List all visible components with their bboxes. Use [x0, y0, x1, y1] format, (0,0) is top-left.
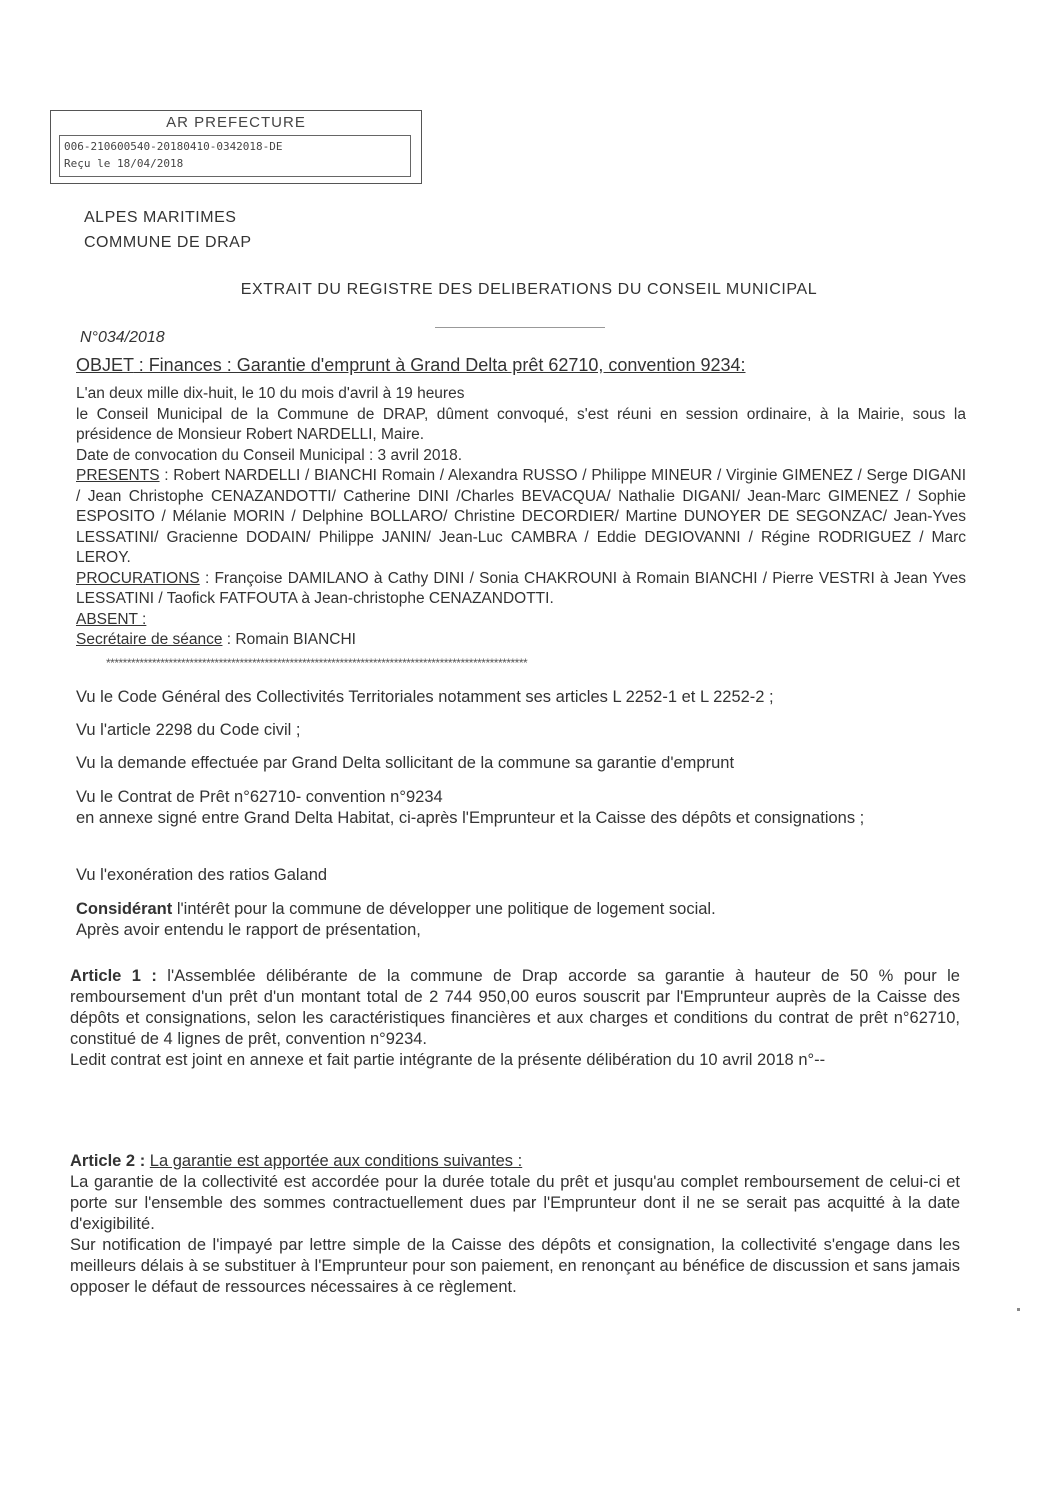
- secretaire-text: : Romain BIANCHI: [222, 631, 356, 648]
- prefecture-stamp: [50, 110, 422, 184]
- visa-1: Vu le Code Général des Collectivités Territoriales notamment ses articles L 2252-1 et L 2252-2 ;: [76, 688, 774, 706]
- presents-list: [76, 466, 966, 569]
- title-divider: [435, 327, 605, 328]
- article-1: [70, 966, 960, 1071]
- presents-label: PRESENTS: [76, 467, 160, 484]
- article-1-label: Article 1 :: [70, 967, 157, 985]
- department-name: ALPES MARITIMES: [84, 209, 237, 226]
- article-2: [70, 1151, 960, 1298]
- star-separator: *****************************************************************************************************: [106, 656, 528, 670]
- stamp-line-1: 006-210600540-20180410-0342018-DE: [64, 140, 283, 153]
- date-line: L'an deux mille dix-huit, le 10 du mois d'avril à 19 heures: [76, 385, 465, 402]
- procurations-label: PROCURATIONS: [76, 569, 200, 587]
- stamp-details: [59, 135, 411, 177]
- article-2-para-1: La garantie de la collectivité est accordée pour la durée totale du prêt et jusqu'au complet remboursement de celui-ci et porte sur l'ensemble des sommes contractuellement dues par l'Emprunteur dont il ne se serait pas acquitté à la date d'exigibilité.: [70, 1173, 960, 1233]
- procurations-text: : Françoise DAMILANO à Cathy DINI / Sonia CHAKROUNI à Romain BIANCHI / Pierre VESTRI à Jean Yves LESSATINI / Taofick FATFOUTA à Jean-christophe CENAZANDOTTI.: [76, 569, 966, 607]
- objet-text: : Finances : Garantie d'emprunt à Grand Delta prêt 62710, convention 9234:: [133, 355, 746, 375]
- stamp-line-2: Reçu le 18/04/2018: [64, 157, 184, 170]
- session-intro: [76, 384, 966, 651]
- considerant-label: Considérant: [76, 900, 173, 918]
- article-1-text: l'Assemblée délibérante de la commune de Drap accorde sa garantie à hauteur de 50 % pour le remboursement d'un prêt d'un montant total de 2 744 950,00 euros souscrit par l'Emprunteur auprès de la Caisse des dépôts et consignations, selon les caractéristiques financières et aux charges et conditions du contrat de prêt n°62710, constitué de 4 lignes de prêt, convention n°9234.: [70, 967, 960, 1048]
- secretaire-label: Secrétaire de séance: [76, 631, 223, 648]
- article-2-label: Article 2 :: [70, 1152, 146, 1170]
- visa-3: Vu la demande effectuée par Grand Delta sollicitant de la commune sa garantie d'emprunt: [76, 754, 735, 772]
- document-header: [84, 205, 252, 255]
- visa-4-line-2: en annexe signé entre Grand Delta Habitat, ci-après l'Emprunteur et la Caisse des dépôts et consignations ;: [76, 809, 865, 827]
- article-2-para-2: Sur notification de l'impayé par lettre simple de la Caisse des dépôts et consignation, la collectivité s'engage dans les meilleurs délais à se substituer à l'Emprunteur pour son paiement, en renonçant au bénéfice de discussion et sans jamais opposer le défaut de ressources nécessaires à ce règlement.: [70, 1236, 960, 1296]
- considerant-block: [76, 899, 966, 941]
- article-2-heading: La garantie est apportée aux conditions suivantes :: [149, 1152, 523, 1170]
- presents-text: : Robert NARDELLI / BIANCHI Romain / Alexandra RUSSO / Philippe MINEUR / Virginie GIMENEZ / Serge DIGANI / Jean Christophe CENAZANDOTTI/ Catherine DINI /Charles BEVACQUA/ Nathalie DIGANI/ Jean-Marc GIMENEZ / Sophie ESPOSITO / Mélanie MORIN / Delphine BOLLARO/ Christine DECORDIER/ Martine DUNOYER DE SEGONZAC/ Jean-Yves LESSATINI/ Gracienne DODAIN/ Philippe JANIN/ Jean-Luc CAMBRA / Eddie DEGIOVANNI / Régine RODRIGUEZ / Marc LEROY.: [76, 467, 966, 566]
- deliberation-number: N°034/2018: [80, 329, 165, 346]
- page-title: EXTRAIT DU REGISTRE DES DELIBERATIONS DU CONSEIL MUNICIPAL: [240, 281, 818, 298]
- visa-4: [76, 787, 966, 829]
- commune-name: COMMUNE DE DRAP: [84, 234, 252, 251]
- absent-label: ABSENT :: [76, 610, 147, 628]
- absent-line: [76, 610, 966, 631]
- convocation-date: Date de convocation du Conseil Municipal : 3 avril 2018.: [76, 446, 463, 464]
- considerant-text: l'intérêt pour la commune de développer une politique de logement social.: [172, 900, 716, 918]
- visa-5: Vu l'exonération des ratios Galand: [76, 866, 328, 884]
- article-1-body: [70, 966, 960, 1050]
- apres-line: Après avoir entendu le rapport de présentation,: [76, 921, 421, 939]
- stamp-title: AR PREFECTURE: [166, 114, 306, 131]
- council-line: le Conseil Municipal de la Commune de DRAP, dûment convoqué, s'est réuni en session ordinaire, à la Mairie, sous la présidence de Monsieur Robert NARDELLI, Maire.: [76, 405, 966, 443]
- objet-label: OBJET: [76, 355, 134, 375]
- considerant-line: [76, 899, 966, 920]
- visa-4-line-1: Vu le Contrat de Prêt n°62710- convention n°9234: [76, 788, 443, 806]
- scan-mark: [1017, 1308, 1020, 1311]
- article-1-annex: Ledit contrat est joint en annexe et fait partie intégrante de la présente délibération du 10 avril 2018 n°--: [70, 1051, 826, 1069]
- visa-2: Vu l'article 2298 du Code civil ;: [76, 721, 301, 739]
- secretaire-line: [76, 630, 966, 651]
- procurations-list: [76, 569, 966, 610]
- article-2-heading-line: [70, 1151, 960, 1172]
- objet-line: [76, 355, 746, 376]
